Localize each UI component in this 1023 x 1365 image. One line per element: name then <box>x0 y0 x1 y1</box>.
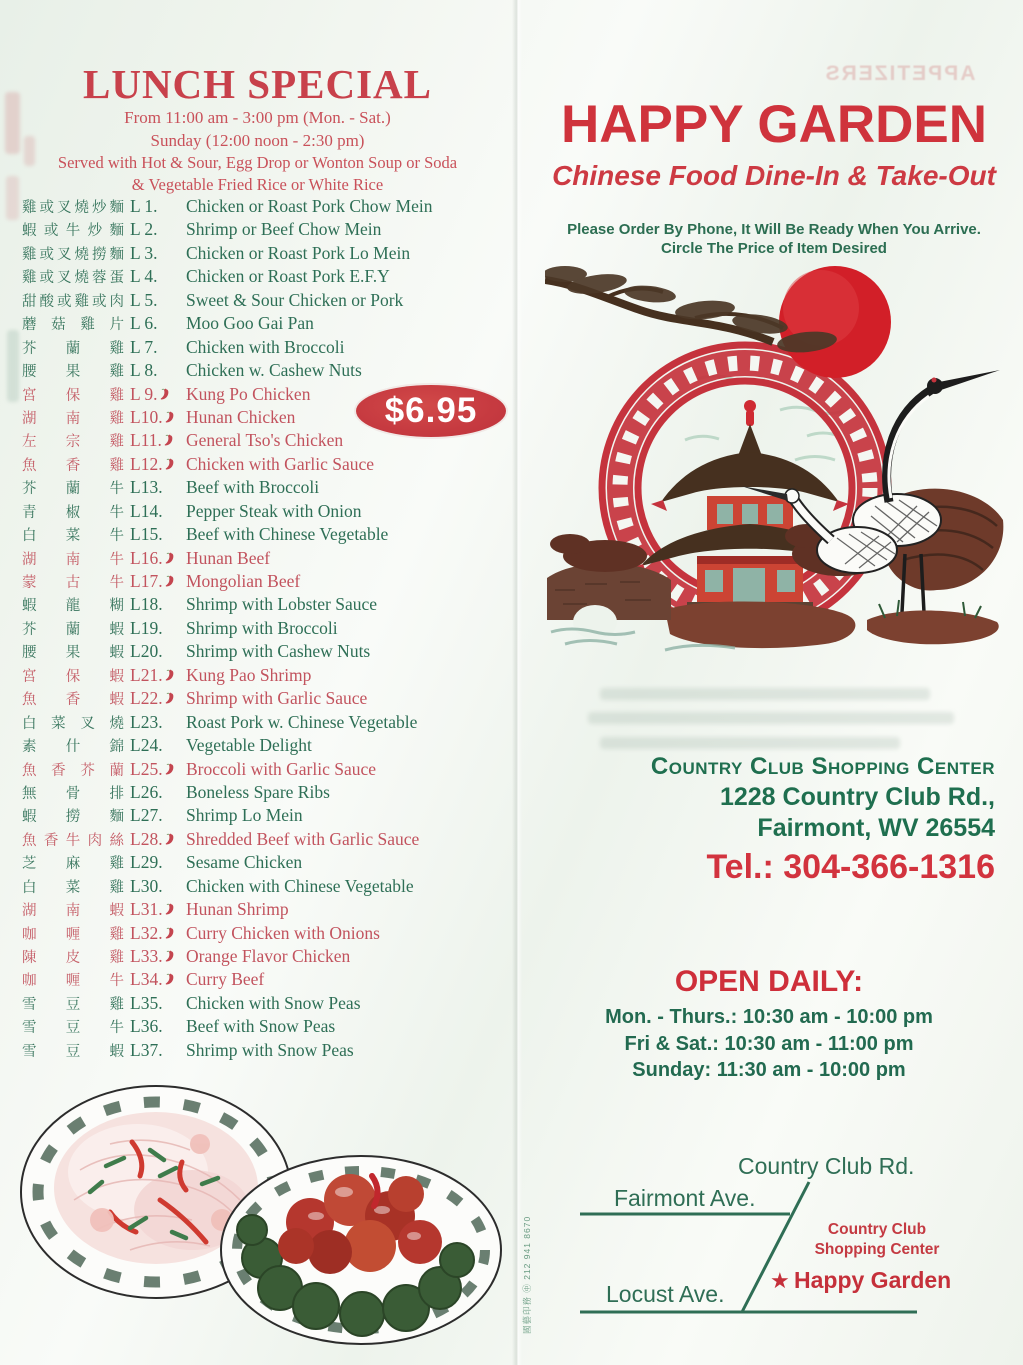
lunch-item-chinese: 蘑 菇 雞 片 <box>22 317 124 334</box>
lunch-item-code: L 5. <box>130 289 158 310</box>
lunch-item-code: L33. <box>130 946 180 967</box>
order-instructions-line2: Circle The Price of Item Desired <box>661 239 887 257</box>
lunch-item-name: Shrimp Lo Mein <box>186 805 303 826</box>
lunch-item-chinese: 蝦 龍 糊 <box>22 598 124 615</box>
lunch-item <box>22 454 504 477</box>
lunch-served-with-2: & Vegetable Fried Rice or White Rice <box>131 174 384 194</box>
lunch-item-name: Beef with Chinese Vegetable <box>186 524 389 545</box>
street-map <box>532 1122 1012 1357</box>
map-star-icon: ★ <box>770 1268 790 1293</box>
lunch-item <box>22 548 504 571</box>
lunch-item-code: L26. <box>130 781 163 802</box>
lunch-item-code: L24. <box>130 735 163 756</box>
lunch-item-code: L27. <box>130 805 163 826</box>
lunch-item-code: L12. <box>130 454 180 475</box>
lunch-item <box>22 524 504 547</box>
lunch-item-code: L19. <box>130 617 163 638</box>
lunch-item-chinese: 宮 保 雞 <box>22 387 124 404</box>
lunch-item-name: Hunan Chicken <box>186 406 296 427</box>
lunch-item-name: Orange Flavor Chicken <box>186 946 351 966</box>
lunch-item <box>22 313 504 336</box>
lunch-item-code: L31. <box>130 899 180 920</box>
lunch-item-chinese: 青 椒 牛 <box>22 504 124 521</box>
spicy-pepper-icon <box>164 575 174 587</box>
spicy-pepper-icon <box>164 669 174 681</box>
bleedthrough-smudge <box>7 330 19 402</box>
lunch-item-code: L30. <box>130 875 163 896</box>
lunch-item-chinese: 芥 蘭 雞 <box>22 340 124 357</box>
lunch-item-chinese: 陳 皮 雞 <box>22 950 124 966</box>
spicy-pepper-icon <box>164 950 174 962</box>
lunch-item-name: Chicken with Garlic Sauce <box>186 453 375 474</box>
lunch-item-chinese: 咖 喱 牛 <box>22 973 124 990</box>
lunch-item <box>22 360 504 383</box>
lunch-item <box>22 735 504 758</box>
stone-bridge <box>547 563 671 639</box>
lunch-item <box>22 290 504 313</box>
lunch-item-name: Shredded Beef with Garlic Sauce <box>186 828 420 849</box>
lunch-item-code: L 1. <box>130 196 158 216</box>
lunch-item <box>22 266 504 289</box>
bleedthrough-smudge <box>6 176 19 220</box>
lunch-item-chinese: 湖 南 蝦 <box>22 903 124 920</box>
lunch-item-code: L32. <box>130 923 180 944</box>
lunch-item-name: Chicken or Roast Pork Lo Mein <box>186 242 411 263</box>
lunch-served-with: Served with Hot & Sour, Egg Drop or Wonton Soup or Soda <box>57 153 458 172</box>
lunch-item <box>22 946 504 969</box>
spicy-pepper-icon <box>164 552 174 564</box>
lunch-item-name: Chicken with Broccoli <box>186 336 345 357</box>
lunch-item-code: L 6. <box>130 313 158 334</box>
lunch-item-name: Moo Goo Gai Pan <box>186 313 314 334</box>
lunch-item-chinese: 雪 豆 蝦 <box>22 1043 124 1060</box>
spicy-pepper-icon <box>163 434 173 446</box>
lunch-item <box>22 688 504 711</box>
lunch-item-code: L10. <box>130 407 180 428</box>
spicy-pepper-icon <box>164 973 174 985</box>
lunch-item-name: Vegetable Delight <box>186 735 312 756</box>
lunch-item-chinese: 蝦 或 牛 炒 麵 <box>22 223 124 240</box>
map-area-label-2: Shopping Center <box>814 1241 940 1258</box>
order-instructions-line1: Please Order By Phone, It Will Be Ready When You Arrive. <box>567 221 981 238</box>
open-daily-heading: OPEN DAILY: <box>674 965 864 998</box>
lunch-item-name: Roast Pork w. Chinese Vegetable <box>186 711 418 732</box>
restaurant-tagline: Chinese Food Dine-In & Take-Out <box>552 160 996 191</box>
lunch-item-name: Chicken or Roast Pork E.F.Y <box>186 266 390 287</box>
lunch-item-code: L20. <box>130 641 163 662</box>
lunch-item-name: Broccoli with Garlic Sauce <box>186 758 377 779</box>
lunch-item <box>22 501 504 524</box>
lunch-item <box>22 219 504 242</box>
lunch-item-name: Mongolian Beef <box>186 571 301 591</box>
lunch-item-name: Chicken w. Cashew Nuts <box>186 360 362 381</box>
spicy-pepper-icon <box>164 458 174 470</box>
lunch-item-code: L21. <box>130 665 180 686</box>
lunch-item-code: L 8. <box>130 360 158 381</box>
lunch-item <box>22 243 504 266</box>
lunch-item <box>22 782 504 805</box>
lunch-item-code: L 2. <box>130 219 158 240</box>
lunch-item-chinese: 雪 豆 雞 <box>22 996 124 1013</box>
lunch-item-chinese: 芥 蘭 牛 <box>22 481 124 498</box>
hours-fri-sat: Fri & Sat.: 10:30 am - 11:00 pm <box>624 1032 914 1055</box>
lunch-item-name: Shrimp with Lobster Sauce <box>186 594 378 615</box>
lunch-item-name: Curry Beef <box>186 969 265 990</box>
spicy-pepper-icon <box>164 411 174 423</box>
map-area-label-1: Country Club <box>827 1221 927 1238</box>
lunch-item <box>22 594 504 617</box>
lunch-item-code: L22. <box>130 688 180 709</box>
lunch-special-header <box>25 62 490 194</box>
lunch-item <box>22 196 504 219</box>
lunch-item-name: Chicken or Roast Pork Chow Mein <box>186 196 433 216</box>
lunch-item <box>22 759 504 782</box>
food-photo-general-tso <box>221 1156 501 1344</box>
lunch-hours-sunday: Sunday (12:00 noon - 2:30 pm) <box>150 130 365 150</box>
lunch-item-code: L29. <box>130 852 163 873</box>
lunch-item <box>22 1040 504 1063</box>
lunch-item-name: Beef with Broccoli <box>186 477 320 498</box>
lunch-item <box>22 899 504 922</box>
address-block <box>540 752 995 890</box>
lunch-item-name: Shrimp with Snow Peas <box>186 1039 354 1060</box>
lunch-item-chinese: 雞 或 叉 燒 蓉 蛋 <box>22 270 124 287</box>
lunch-item-code: L17. <box>130 571 180 592</box>
street-address: 1228 Country Club Rd., <box>719 783 995 811</box>
hours-sunday: Sunday: 11:30 am - 10:00 pm <box>632 1059 906 1081</box>
pagoda-illustration <box>545 260 1010 662</box>
price-badge <box>356 385 506 437</box>
lunch-item <box>22 1016 504 1039</box>
lunch-item-name: Curry Chicken with Onions <box>186 922 380 943</box>
lunch-item-chinese: 湖 南 牛 <box>22 551 124 568</box>
lunch-item-name: General Tso's Chicken <box>186 430 344 451</box>
bleedthrough-smudge <box>600 688 930 700</box>
lunch-item-name: Chicken with Chinese Vegetable <box>186 875 414 896</box>
lunch-item <box>22 665 504 688</box>
lunch-item-chinese: 雞 或 叉 燒 撈 麵 <box>22 246 124 263</box>
lunch-item-chinese: 雪 豆 牛 <box>22 1020 124 1037</box>
lunch-item-name: Shrimp with Broccoli <box>186 617 338 638</box>
lunch-item-chinese: 蒙 古 牛 <box>22 575 124 591</box>
bleedthrough-smudge <box>5 92 20 154</box>
lunch-item-name: Shrimp or Beef Chow Mein <box>186 219 382 240</box>
lunch-item-name: Shrimp with Cashew Nuts <box>186 641 371 662</box>
bleedthrough-smudge <box>588 712 954 724</box>
lunch-item-name: Beef with Snow Peas <box>186 1016 336 1037</box>
lunch-item-code: L35. <box>130 992 163 1013</box>
lunch-item-chinese: 魚 香 牛 肉 絲 <box>22 832 124 849</box>
spicy-pepper-icon <box>164 692 174 704</box>
food-photos <box>10 1080 510 1365</box>
lunch-item <box>22 993 504 1016</box>
lunch-item-chinese: 白 菜 雞 <box>22 879 124 896</box>
lunch-item-code: L34. <box>130 969 180 990</box>
bleedthrough-appetizers-text: APPETIZERS <box>823 62 976 85</box>
lunch-item-code: L 4. <box>130 266 158 287</box>
lunch-item-name: Shrimp with Garlic Sauce <box>186 688 368 709</box>
lunch-item-name: Hunan Beef <box>186 547 271 568</box>
lunch-item <box>22 337 504 360</box>
lunch-item-code: L 7. <box>130 336 158 357</box>
lunch-item <box>22 805 504 828</box>
lunch-item-code: L13. <box>130 477 163 498</box>
lunch-item <box>22 641 504 664</box>
lunch-price: $6.95 <box>384 391 478 430</box>
lunch-item-chinese: 咖 喱 雞 <box>22 926 124 943</box>
lunch-item-code: L37. <box>130 1039 163 1060</box>
lunch-item-code: L36. <box>130 1016 163 1037</box>
map-road-locust: Locust Ave. <box>606 1281 725 1307</box>
lunch-item <box>22 923 504 946</box>
spicy-pepper-icon <box>164 903 174 915</box>
map-marker-happy-garden: Happy Garden <box>794 1267 952 1293</box>
spicy-pepper-icon <box>159 388 169 400</box>
lunch-item-chinese: 素 什 錦 <box>22 739 124 756</box>
lunch-item-name: Hunan Shrimp <box>186 899 289 920</box>
lunch-item-chinese: 芥 蘭 蝦 <box>22 621 124 638</box>
lunch-item-name: Sesame Chicken <box>186 852 303 873</box>
hours-block <box>538 964 1000 1084</box>
lunch-item-list <box>22 196 504 1063</box>
spicy-pepper-icon <box>164 833 174 845</box>
map-road-fairmont: Fairmont Ave. <box>614 1185 756 1211</box>
lunch-item-code: L 9. <box>130 384 180 405</box>
lunch-item-chinese: 白 菜 牛 <box>22 528 124 545</box>
restaurant-name: HAPPY GARDEN <box>560 95 988 154</box>
lunch-item-chinese: 腰 果 雞 <box>22 364 124 381</box>
lunch-item-name: Boneless Spare Ribs <box>186 781 330 802</box>
page-fold <box>512 0 522 1365</box>
shopping-center-name: Country Club Shopping Center <box>650 753 995 780</box>
lunch-item-code: L14. <box>130 500 163 521</box>
lunch-item-code: L11. <box>130 430 180 451</box>
lunch-item-name: Sweet & Sour Chicken or Pork <box>186 289 404 310</box>
lunch-item-chinese: 甜 酸 或 雞 或 肉 <box>22 293 124 310</box>
lunch-item-chinese: 雞 或 叉 燒 炒 麵 <box>22 200 124 216</box>
map-road-country-club: Country Club Rd. <box>738 1153 915 1179</box>
lunch-item-code: L15. <box>130 524 163 545</box>
lunch-item-name: Chicken with Snow Peas <box>186 992 361 1013</box>
lunch-item-code: L25. <box>130 759 180 780</box>
lunch-item-name: Pepper Steak with Onion <box>186 500 362 521</box>
lunch-item-chinese: 湖 南 雞 <box>22 410 124 427</box>
lunch-item-code: L23. <box>130 711 163 732</box>
lunch-hours-weekday: From 11:00 am - 3:00 pm (Mon. - Sat.) <box>124 108 391 127</box>
ground-tuft <box>867 610 999 644</box>
lunch-item-chinese: 白 菜 叉 燒 <box>22 715 124 732</box>
lunch-item-chinese: 魚 香 芥 蘭 <box>22 762 124 779</box>
lunch-item-chinese: 芝 麻 雞 <box>22 856 124 873</box>
lunch-item-chinese: 左 宗 雞 <box>22 434 124 451</box>
phone-number: Tel.: 304-366-1316 <box>706 848 995 886</box>
lunch-item <box>22 618 504 641</box>
spicy-pepper-icon <box>164 927 174 939</box>
order-instructions <box>538 221 1010 258</box>
lunch-item-code: L 3. <box>130 242 158 263</box>
lunch-item-chinese: 魚 香 雞 <box>22 457 124 474</box>
bleedthrough-smudge <box>600 737 900 749</box>
lunch-item-name: Kung Pao Shrimp <box>186 664 312 685</box>
lunch-item-chinese: 腰 果 蝦 <box>22 645 124 662</box>
lunch-item-chinese: 蝦 撈 麵 <box>22 809 124 826</box>
lunch-item-chinese: 宮 保 蝦 <box>22 668 124 685</box>
lunch-item-code: L16. <box>130 548 180 569</box>
lunch-item <box>22 829 504 852</box>
city-state-zip: Fairmont, WV 26554 <box>757 814 995 842</box>
hours-mon-thurs: Mon. - Thurs.: 10:30 am - 10:00 pm <box>605 1006 933 1028</box>
lunch-item-code: L28. <box>130 829 180 850</box>
lunch-item <box>22 852 504 875</box>
lunch-item-chinese: 無 骨 排 <box>22 785 124 802</box>
lunch-item-code: L18. <box>130 594 163 615</box>
printer-mark: 國藝印務 ㊥ 212 941 8670 <box>522 1215 532 1334</box>
lunch-item <box>22 712 504 735</box>
lunch-item-chinese: 魚 香 蝦 <box>22 692 124 709</box>
spicy-pepper-icon <box>164 763 174 775</box>
lunch-item-name: Kung Po Chicken <box>186 383 311 404</box>
lunch-item <box>22 477 504 500</box>
lunch-item <box>22 969 504 992</box>
lunch-special-title: LUNCH SPECIAL <box>82 61 433 107</box>
lunch-item <box>22 876 504 899</box>
lunch-item <box>22 571 504 594</box>
